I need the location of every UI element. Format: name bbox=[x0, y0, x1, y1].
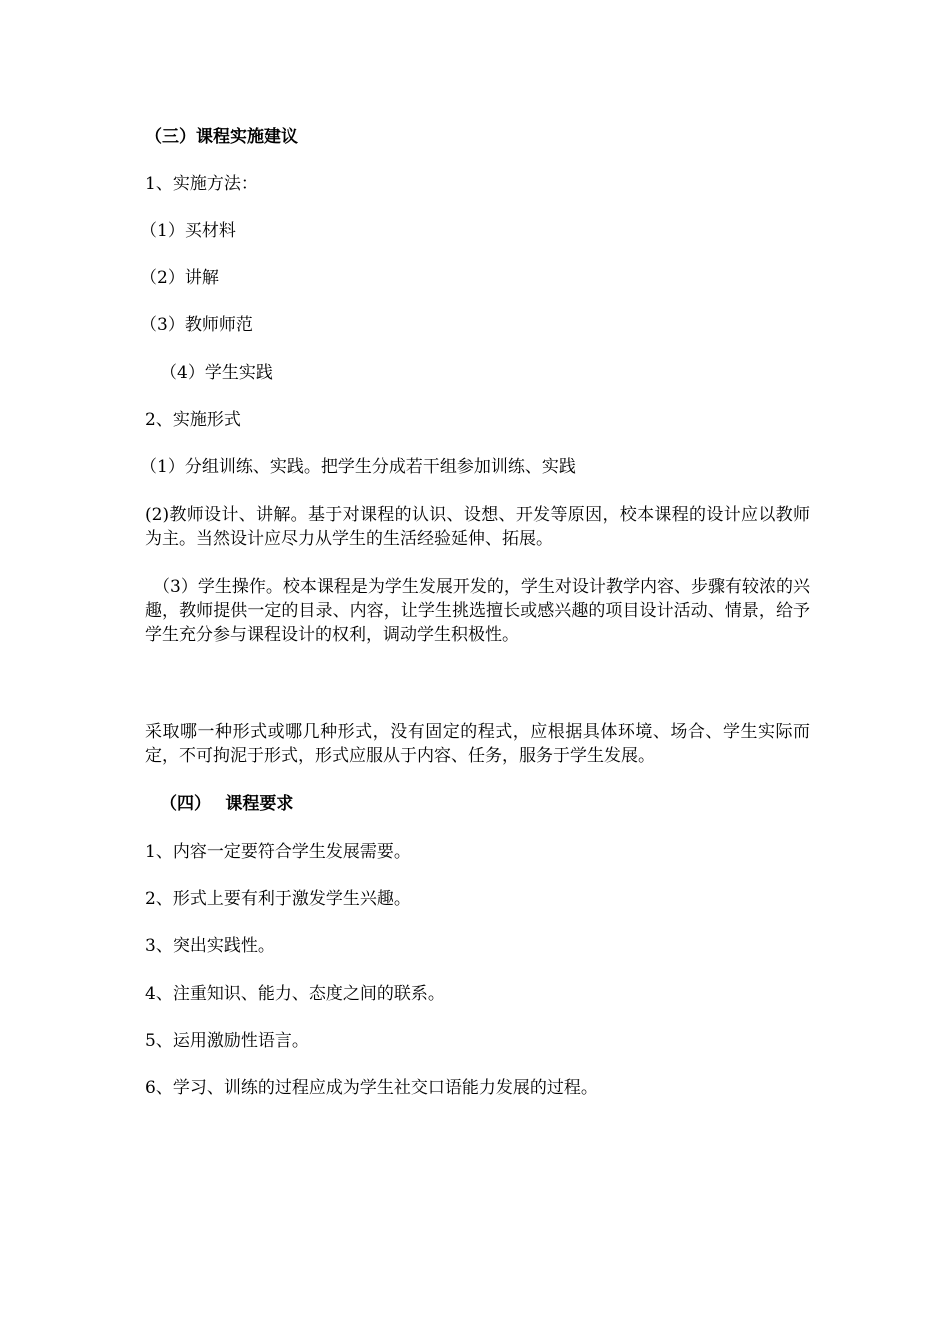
form-item-3-text: （3）学生操作。校本课程是为学生发展开发的，学生对设计教学内容、步骤有较浓的兴趣，教师提供一定的目录、内容，让学生挑选擅长或感兴趣的项目设计活动、情景，给予学生充分参与课程设计的权利，调动学生积极性。 bbox=[145, 577, 810, 645]
requirement-1: 1、内容一定要符合学生发展需要。 bbox=[145, 842, 411, 862]
method-item-4: （4）学生实践 bbox=[160, 363, 273, 383]
method-item-3: （3）教师师范 bbox=[140, 315, 253, 335]
form-heading: 2、实施形式 bbox=[145, 410, 241, 430]
form-summary: 采取哪一种形式或哪几种形式，没有固定的程式，应根据具体环境、场合、学生实际而定，不可拘泥于形式，形式应服从于内容、任务，服务于学生发展。 bbox=[145, 722, 810, 766]
method-heading: 1、实施方法： bbox=[145, 174, 258, 194]
form-item-2: (2)教师设计、讲解。基于对课程的认识、设想、开发等原因，校本课程的设计应以教师为主。当然设计应尽力从学生的生活经验延伸、拓展。 bbox=[145, 505, 810, 549]
form-item-3 bbox=[145, 575, 810, 647]
requirement-2: 2、形式上要有利于激发学生兴趣。 bbox=[145, 889, 411, 909]
requirement-6: 6、学习、训练的过程应成为学生社交口语能力发展的过程。 bbox=[145, 1078, 598, 1098]
form-item-1: （1）分组训练、实践。把学生分成若干组参加训练、实践 bbox=[140, 457, 576, 477]
requirement-3: 3、突出实践性。 bbox=[145, 936, 275, 956]
method-item-1: （1）买材料 bbox=[140, 221, 236, 241]
method-item-2: （2）讲解 bbox=[140, 268, 219, 288]
requirement-4: 4、注重知识、能力、态度之间的联系。 bbox=[145, 984, 445, 1004]
section-4-title: （四） 课程要求 bbox=[160, 794, 294, 814]
section-3-title: （三）课程实施建议 bbox=[145, 127, 298, 147]
requirement-5: 5、运用激励性语言。 bbox=[145, 1031, 309, 1051]
